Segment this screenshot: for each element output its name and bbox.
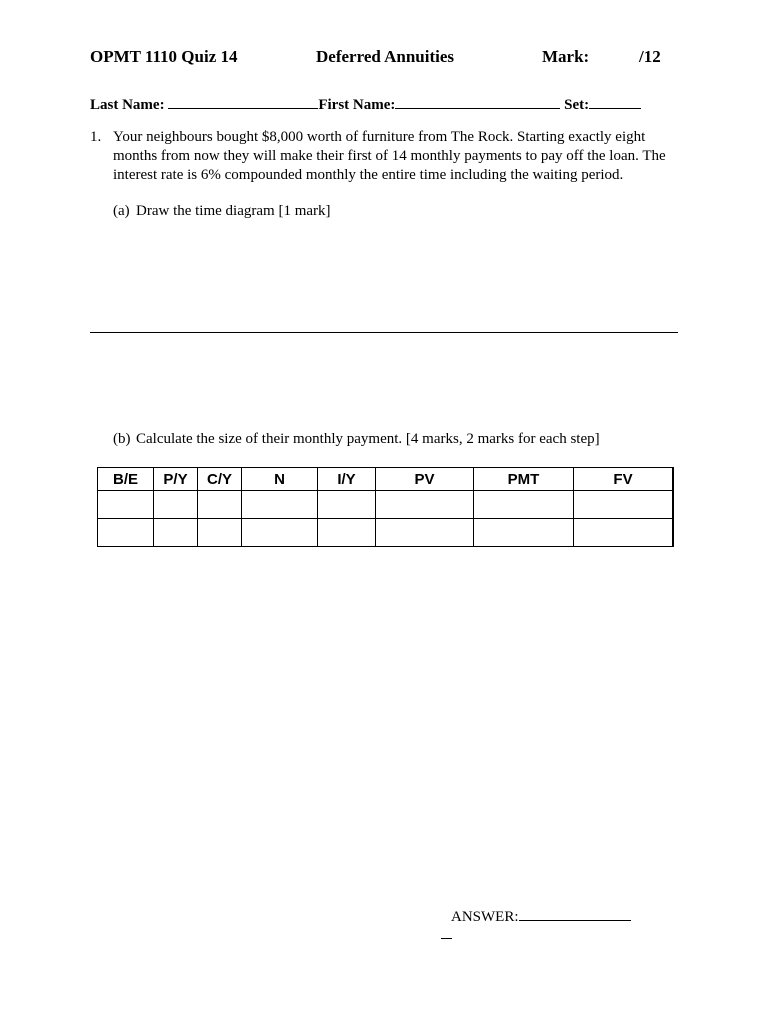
table-cell[interactable] — [376, 491, 474, 519]
table-cell[interactable] — [376, 519, 474, 547]
topic-title: Deferred Annuities — [316, 47, 455, 66]
last-name-field[interactable] — [168, 94, 318, 109]
table-cell[interactable] — [98, 519, 154, 547]
table-cell[interactable] — [574, 519, 674, 547]
table-cell[interactable] — [242, 519, 318, 547]
question-text: Your neighbours bought $8,000 worth of furniture from The Rock. Starting exactly eight months from now they will make their first of 14 monthly payments to pay off the loan. The interest rate is 6% compounded monthly the entire time including the waiting period. — [113, 129, 666, 183]
question-number: 1. — [90, 129, 102, 145]
col-pmt: PMT — [474, 468, 574, 491]
table-cell[interactable] — [198, 491, 242, 519]
mark-total: /12 — [639, 47, 661, 66]
part-a-label: (a) — [113, 203, 130, 219]
first-name-field[interactable] — [395, 94, 560, 109]
col-be: B/E — [98, 468, 154, 491]
calculator-table — [97, 467, 674, 547]
answer-field[interactable] — [519, 906, 631, 921]
table-cell[interactable] — [474, 519, 574, 547]
table-cell[interactable] — [474, 491, 574, 519]
col-py: P/Y — [154, 468, 198, 491]
table-cell[interactable] — [318, 491, 376, 519]
table-cell[interactable] — [242, 491, 318, 519]
part-b-label: (b) — [113, 431, 131, 447]
part-a-text: Draw the time diagram [1 mark] — [136, 203, 331, 219]
set-label: Set: — [564, 97, 590, 113]
quiz-title: OPMT 1110 Quiz 14 — [90, 47, 238, 66]
section-divider — [90, 332, 678, 333]
col-iy: I/Y — [318, 468, 376, 491]
mark-label: Mark: — [542, 47, 590, 66]
last-name-label: Last Name: — [90, 97, 165, 113]
col-pv: PV — [376, 468, 474, 491]
part-b-text: Calculate the size of their monthly payment. [4 marks, 2 marks for each step] — [136, 431, 600, 447]
col-n: N — [242, 468, 318, 491]
table-cell[interactable] — [198, 519, 242, 547]
table-cell[interactable] — [154, 519, 198, 547]
table-cell[interactable] — [154, 491, 198, 519]
set-field[interactable] — [589, 94, 641, 109]
name-fields — [90, 94, 641, 114]
col-cy: C/Y — [198, 468, 242, 491]
table-cell[interactable] — [574, 491, 674, 519]
stray-underscore — [441, 938, 452, 939]
table-cell[interactable] — [98, 491, 154, 519]
table-header-row — [98, 468, 674, 491]
answer-line — [451, 906, 631, 926]
col-fv: FV — [574, 468, 674, 491]
first-name-label: First Name: — [318, 97, 396, 113]
answer-label: ANSWER: — [451, 909, 519, 925]
table-row — [98, 491, 674, 519]
table-cell[interactable] — [318, 519, 376, 547]
table-row — [98, 519, 674, 547]
